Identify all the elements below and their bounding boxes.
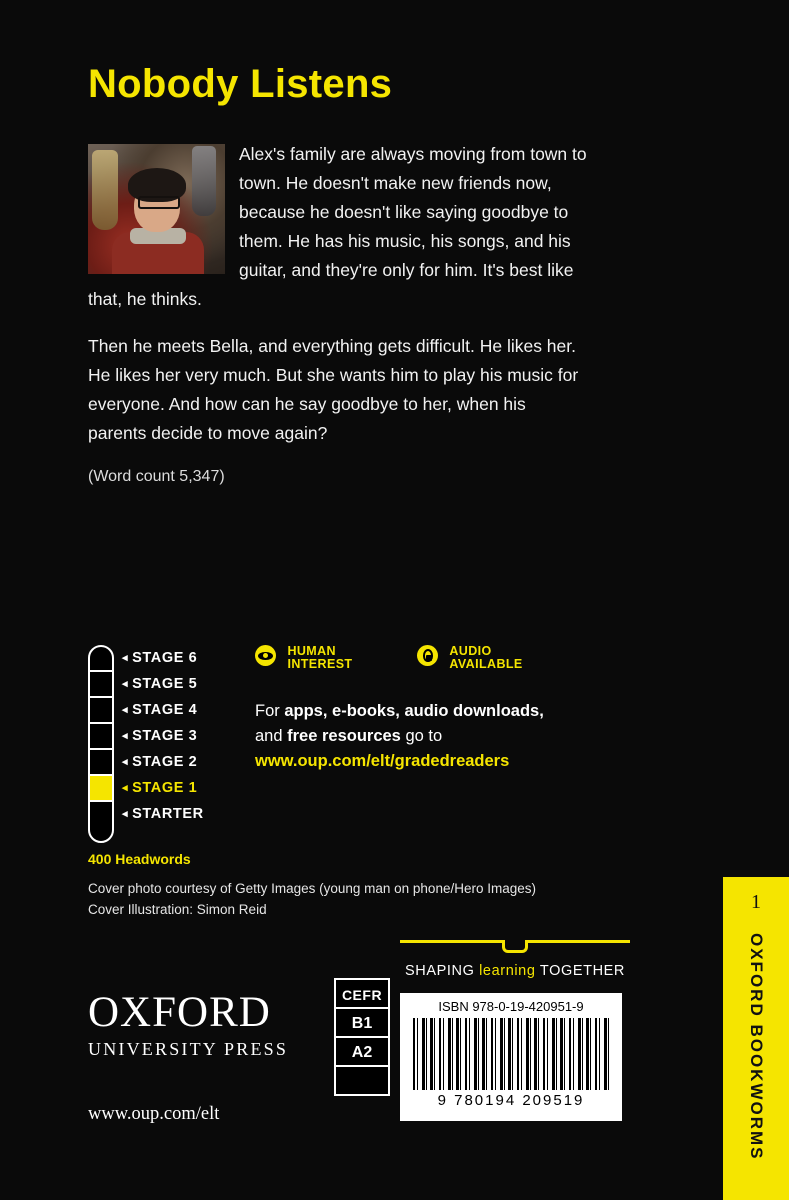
ladder-rung-2 [90, 750, 112, 776]
ladder-rung-starter [90, 802, 112, 828]
badge-human-interest-label [287, 645, 352, 671]
ladder-rung-6 [90, 647, 112, 672]
resources-bold-2: free resources [287, 727, 401, 745]
resources-prefix: For [255, 702, 285, 720]
stage-ladder [88, 645, 114, 843]
cefr-level-a2: A2 [334, 1036, 390, 1067]
shaping-word-1: SHAPING [405, 963, 475, 979]
credits [88, 878, 536, 920]
stage-label: STAGE 2 [132, 754, 198, 770]
stage-label-list [122, 645, 204, 827]
publisher-logo [88, 990, 288, 1125]
stage-label: STAGE 3 [132, 728, 198, 744]
headwords-label: 400 Headwords [88, 851, 191, 867]
resources-text [255, 699, 655, 774]
credit-illustration: Cover Illustration: Simon Reid [88, 902, 267, 917]
stage-label: STAGE 5 [132, 676, 198, 692]
stage-item-2 [122, 749, 204, 775]
shaping-notch [502, 940, 528, 953]
stage-item-5 [122, 671, 204, 697]
eye-icon [255, 645, 276, 666]
barcode [400, 993, 622, 1121]
stage-item-starter [122, 801, 204, 827]
word-count: (Word count 5,347) [88, 468, 225, 485]
cefr-header: CEFR [334, 978, 390, 1009]
spine-series-name: OXFORD BOOKWORMS [747, 933, 766, 1161]
badge-human-interest [255, 645, 352, 673]
stage-item-3 [122, 723, 204, 749]
ladder-rung-4 [90, 698, 112, 724]
spine-number: 1 [751, 891, 761, 913]
resources-bold-1: apps, e-books, audio downloads, [284, 702, 544, 720]
publisher-name: OXFORD [88, 989, 271, 1036]
stage-label: STAGE 1 [132, 780, 198, 796]
guitar-decoration [92, 150, 118, 230]
cefr-scale [334, 978, 390, 1094]
barcode-bars [413, 1018, 609, 1090]
chevron-left-icon: ◂ [122, 808, 129, 820]
publisher-url[interactable]: www.oup.com/elt [88, 1104, 220, 1124]
badge-audio-available [417, 645, 523, 673]
cefr-level-b1: B1 [334, 1007, 390, 1038]
resources-prefix-2: and [255, 727, 288, 745]
chevron-left-icon: ◂ [122, 782, 129, 794]
badge-line-1: HUMAN [287, 644, 336, 658]
ladder-rung-3 [90, 724, 112, 750]
cefr-level-a1-label: A1 [336, 1067, 388, 1094]
cefr-level-a1-selected [334, 1065, 390, 1096]
shaping-word-3: TOGETHER [539, 963, 625, 979]
chevron-left-icon: ◂ [122, 678, 129, 690]
shaping-text [400, 963, 630, 979]
stage-label: STAGE 4 [132, 702, 198, 718]
chevron-left-icon: ◂ [122, 704, 129, 716]
stage-item-4 [122, 697, 204, 723]
page-title: Nobody Listens [88, 62, 393, 106]
series-spine [723, 877, 789, 1200]
isbn-text: ISBN 978-0-19-420951-9 [438, 999, 584, 1014]
headphones-icon [417, 645, 438, 666]
ladder-rung-1-active [90, 776, 112, 802]
resources-suffix: go to [400, 727, 443, 745]
credit-photo: Cover photo courtesy of Getty Images (young man on phone/Hero Images) [88, 881, 536, 896]
ladder-rung-5 [90, 672, 112, 698]
badge-line-2: INTEREST [287, 657, 353, 671]
badge-line-2: AVAILABLE [449, 657, 523, 671]
stage-label: STAGE 6 [132, 650, 198, 666]
chevron-left-icon: ◂ [122, 756, 129, 768]
shaping-bar [400, 940, 630, 943]
features-section [255, 645, 675, 774]
badge-line-1: AUDIO [449, 644, 492, 658]
stage-item-1 [122, 775, 204, 801]
chevron-left-icon: ◂ [122, 652, 129, 664]
cover-photo [88, 144, 225, 274]
stage-item-6 [122, 645, 204, 671]
chevron-left-icon: ◂ [122, 730, 129, 742]
stage-label: STARTER [132, 806, 204, 822]
shaping-word-2: learning [479, 963, 536, 979]
guitar-decoration-2 [192, 146, 216, 216]
publisher-subtitle: UNIVERSITY PRESS [88, 1039, 289, 1059]
graded-readers-link[interactable]: www.oup.com/elt/gradedreaders [255, 752, 510, 770]
blurb-paragraph-2: Then he meets Bella, and everything gets difficult. He likes her. He likes her very much. But she wants him to play his music for everyone. And how can he say goodbye to her, when his parents decide to move again? [88, 336, 579, 443]
barcode-digits: 9 780194 209519 [437, 1092, 585, 1109]
badge-audio-label [449, 645, 522, 671]
glasses-icon [138, 196, 180, 209]
book-blurb [88, 140, 588, 491]
shaping-learning-together [400, 940, 630, 979]
blurb-paragraph-1: Alex's family are always moving from town to town. He doesn't make new friends now, because he doesn't like saying goodbye to them. He has his music, his songs, and his guitar, and they're only for him. It's best like that, he thinks. [88, 144, 587, 309]
